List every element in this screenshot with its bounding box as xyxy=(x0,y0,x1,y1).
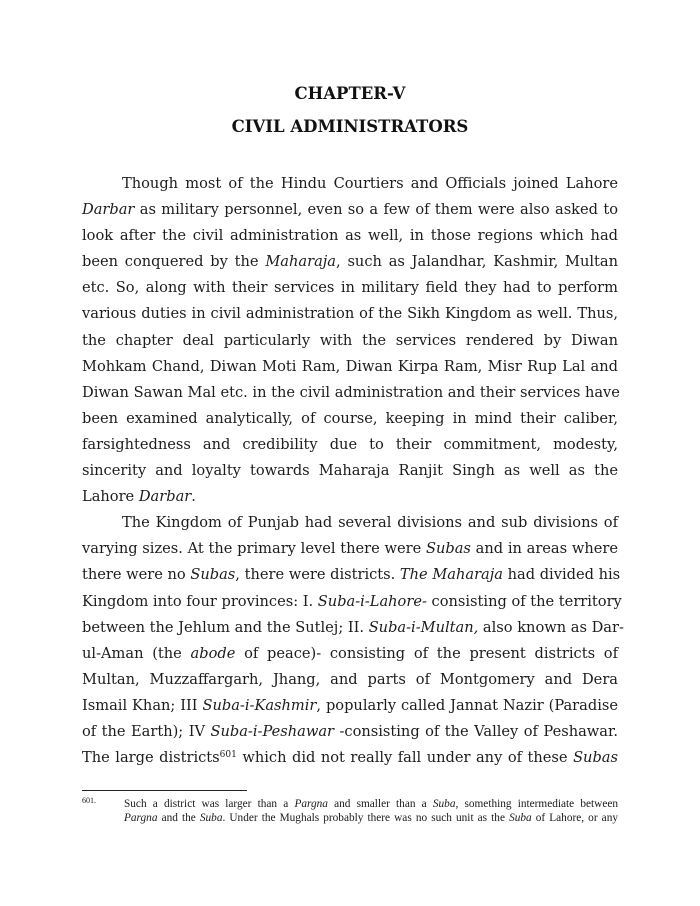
text-run: The large districts xyxy=(82,749,220,767)
text-line xyxy=(82,328,618,354)
text-run: etc. So, along with their services in military field they had to perform xyxy=(82,279,618,297)
text-line xyxy=(82,562,621,588)
text-line xyxy=(82,458,618,484)
italic-term: abode xyxy=(190,644,236,662)
footnote-reference[interactable]: 601 xyxy=(219,750,237,761)
text-run: , something intermediate between xyxy=(455,798,619,810)
text-run: Kingdom into four provinces: I. xyxy=(82,592,318,610)
text-run: , such as Jalandhar, Kashmir, Multan xyxy=(336,253,618,271)
text-line xyxy=(82,484,618,510)
text-run: of peace)- consisting of the present districts of xyxy=(235,644,618,662)
footnote-separator xyxy=(82,790,247,791)
italic-term: Darbar xyxy=(82,201,135,219)
text-run: . xyxy=(191,488,196,506)
text-run: also known as Dar- xyxy=(478,618,624,636)
footnote-line xyxy=(124,811,618,825)
italic-term: Suba xyxy=(199,812,223,824)
text-line xyxy=(82,380,618,406)
text-run: -consisting of the Valley of Peshawar. xyxy=(334,722,618,740)
text-line xyxy=(82,249,618,275)
text-run: and in areas where xyxy=(470,540,618,558)
italic-term: Subas xyxy=(573,749,618,767)
text-run: of Lahore, or any xyxy=(531,812,618,824)
italic-term: Suba-i-Lahore- xyxy=(317,592,427,610)
italic-term: Maharaja xyxy=(265,253,337,271)
footnote-line xyxy=(124,797,618,811)
text-run: which did not really fall under any of these xyxy=(236,749,574,767)
chapter-number-heading: CHAPTER-V xyxy=(294,84,406,103)
text-line xyxy=(82,536,618,562)
text-run: The Kingdom of Punjab had several divisions and sub divisions of xyxy=(122,514,618,532)
footnote-601 xyxy=(82,797,618,825)
text-run: Multan, Muzzaffargarh, Jhang, and parts of Montgomery and Dera xyxy=(82,670,618,688)
italic-term: Suba-i-Multan, xyxy=(368,618,479,636)
text-line xyxy=(82,275,618,301)
text-run: Diwan Sawan Mal etc. in the civil administration and their services have xyxy=(82,383,620,401)
text-run: Mohkam Chand, Diwan Moti Ram, Diwan Kirpa Ram, Misr Rup Lal and xyxy=(82,357,618,375)
italic-term: Subas xyxy=(425,540,471,558)
text-run: farsightedness and credibility due to their commitment, modesty, xyxy=(82,435,618,453)
text-line xyxy=(82,693,618,719)
text-run: varying sizes. At the primary level there were xyxy=(82,540,426,558)
text-run: been examined analytically, of course, keeping in mind their caliber, xyxy=(82,409,618,427)
text-run: there were no xyxy=(82,566,191,584)
text-line xyxy=(82,745,618,771)
chapter-body xyxy=(82,171,624,771)
text-run: . Under the Mughals probably there was no such unit as the xyxy=(222,812,510,824)
text-run: the chapter deal particularly with the services rendered by Diwan xyxy=(82,331,618,349)
italic-term: Suba xyxy=(432,798,456,810)
text-run: consisting of the territory xyxy=(426,592,622,610)
italic-term: The Maharaja xyxy=(399,566,503,584)
italic-term: Suba-i-Peshawar xyxy=(210,722,334,740)
text-run: of the Earth); IV xyxy=(82,722,211,740)
text-run: been conquered by the xyxy=(82,253,266,271)
text-run: , popularly called Jannat Nazir (Paradise xyxy=(316,696,618,714)
italic-term: Pargna xyxy=(124,812,158,824)
chapter-title: CIVIL ADMINISTRATORS xyxy=(231,117,469,136)
text-run: various duties in civil administration of the Sikh Kingdom as well. Thus, xyxy=(82,305,618,323)
italic-term: Darbar xyxy=(138,488,192,506)
text-run: and smaller than a xyxy=(327,798,433,810)
text-run: Though most of the Hindu Courtiers and Officials joined Lahore xyxy=(122,175,618,192)
text-run: Lahore xyxy=(82,488,139,506)
text-line xyxy=(82,197,618,223)
text-run: and the xyxy=(157,812,200,824)
text-line xyxy=(82,171,618,197)
text-line xyxy=(82,719,618,745)
text-line xyxy=(82,589,622,615)
text-line xyxy=(82,223,618,249)
text-run: look after the civil administration as well, in those regions which had xyxy=(82,227,618,245)
text-line xyxy=(82,641,618,667)
text-line xyxy=(82,354,618,380)
text-line xyxy=(82,510,618,536)
text-line xyxy=(82,406,618,432)
text-run: Such a district was larger than a xyxy=(124,798,295,810)
text-run: Ismail Khan; III xyxy=(82,696,203,714)
text-line xyxy=(82,667,618,693)
text-run: ul-Aman (the xyxy=(82,644,191,662)
text-run: , there were districts. xyxy=(235,566,400,584)
text-line xyxy=(82,301,618,327)
italic-term: Pargna xyxy=(294,798,328,810)
text-run: sincerity and loyalty towards Maharaja Ranjit Singh as well as the xyxy=(82,462,618,480)
italic-term: Subas xyxy=(190,566,236,584)
footnote-number: 601. xyxy=(82,796,96,805)
text-run: between the Jehlum and the Sutlej; II. xyxy=(82,618,369,636)
text-line xyxy=(82,432,618,458)
italic-term: Suba-i-Kashmir xyxy=(202,696,317,714)
footnote-text xyxy=(124,797,618,825)
text-line xyxy=(82,615,624,641)
text-run: had divided his xyxy=(502,566,621,584)
italic-term: Suba xyxy=(509,812,532,824)
text-run: as military personnel, even so a few of them were also asked to xyxy=(134,201,618,219)
